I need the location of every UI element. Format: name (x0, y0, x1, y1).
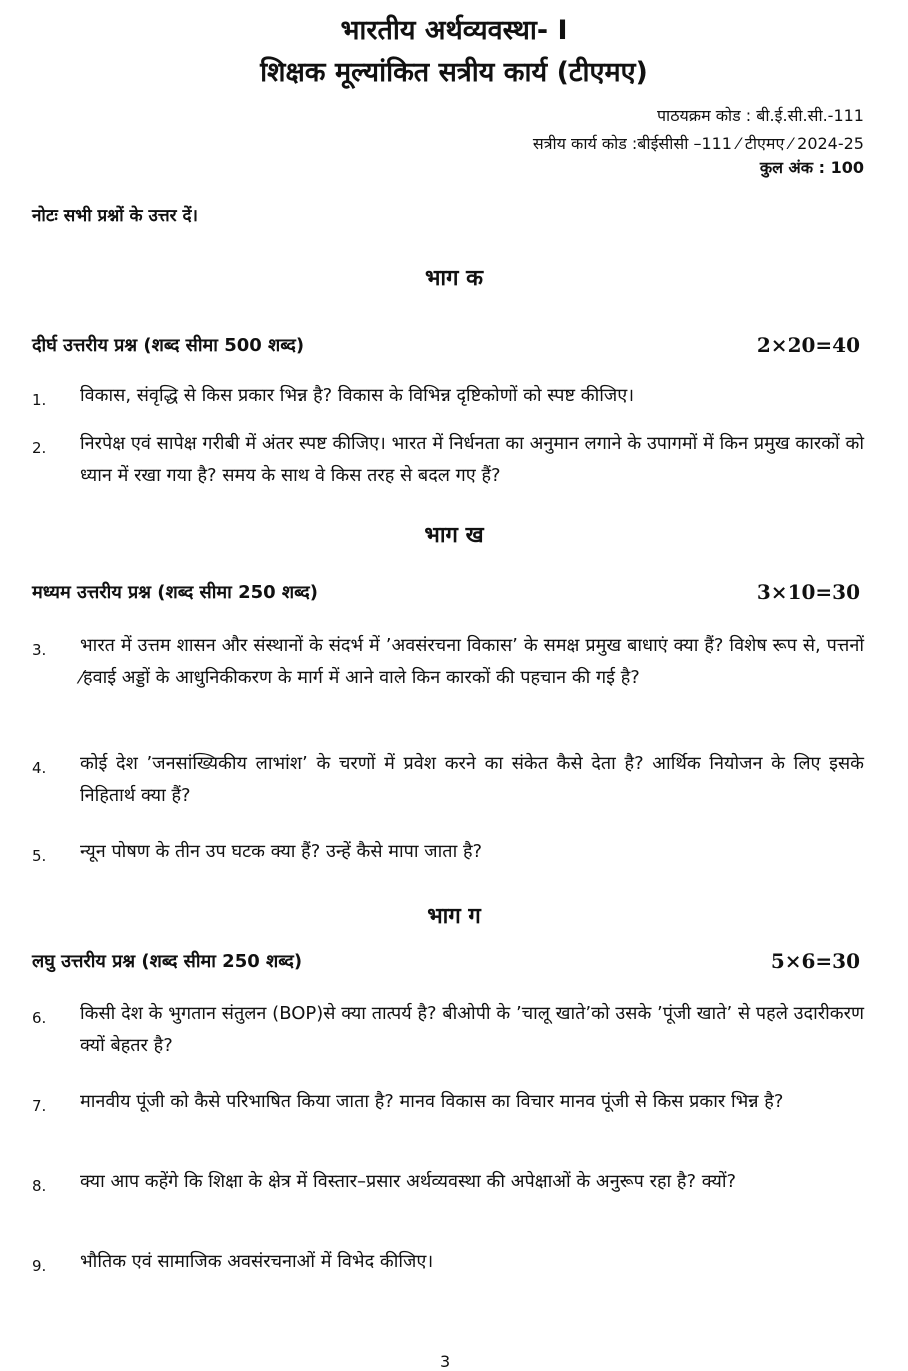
question-number: 6. (32, 1009, 47, 1027)
part-b-marks: 3×10=30 (756, 580, 860, 604)
question-7 (32, 1086, 864, 1118)
question-text: निरपेक्ष एवं सापेक्ष गरीबी में अंतर स्पष्ट कीजिए। भारत में निर्धनता का अनुमान लगाने के उपागमों में किन प्रमुख कारकों को ध्यान में रखा गया है? समय के साथ वे किस तरह से बदल गए हैं? (80, 433, 864, 486)
part-b-title: भाग ख (424, 523, 484, 548)
course-code: पाठयक्रम कोड : बी.ई.सी.सी.-111 (656, 106, 864, 125)
question-text: मानवीय पूंजी को कैसे परिभाषित किया जाता है? मानव विकास का विचार मानव पूंजी से किस प्रकार भिन्न है? (80, 1091, 784, 1112)
total-marks: कुल अंक : 100 (759, 158, 864, 177)
question-4 (32, 748, 864, 812)
document-title: भारतीय अर्थव्यवस्था- I (340, 15, 568, 46)
question-number: 9. (32, 1257, 47, 1275)
part-c-title: भाग ग (427, 904, 481, 929)
question-number: 8. (32, 1177, 47, 1195)
question-text: न्यून पोषण के तीन उप घटक क्या हैं? उन्हें कैसे मापा जाता है? (80, 841, 483, 862)
question-5 (32, 836, 864, 868)
question-1 (32, 380, 864, 412)
assignment-code: सत्रीय कार्य कोड :बीईसीसी –111 ⁄ टीएमए ⁄ 2024-25 (532, 134, 864, 153)
question-text: किसी देश के भुगतान संतुलन (BOP)से क्या तात्पर्य है? बीओपी के ’चालू खाते’को उसके ’पूंजी खाते’ से पहले उदारीकरण क्यों बेहतर है? (80, 1003, 864, 1056)
question-text: विकास, संवृद्धि से किस प्रकार भिन्न है? विकास के विभिन्न दृष्टिकोणों को स्पष्ट कीजिए। (80, 385, 635, 406)
question-text: कोई देश ’जनसांख्यिकीय लाभांश’ के चरणों में प्रवेश करने का संकेत कैसे देता है? आर्थिक नियोजन के लिए इसके निहितार्थ क्या हैं? (80, 753, 864, 806)
part-c-heading: लघु उत्तरीय प्रश्न (शब्द सीमा 250 शब्द) (32, 951, 303, 972)
page-number: 3 (440, 1352, 451, 1371)
question-number: 4. (32, 759, 47, 777)
question-8 (32, 1166, 864, 1198)
part-a-heading: दीर्घ उत्तरीय प्रश्न (शब्द सीमा 500 शब्द) (32, 335, 305, 356)
question-number: 1. (32, 391, 47, 409)
question-text: भारत में उत्तम शासन और संस्थानों के संदर्भ में ’अवसंरचना विकास’ के समक्ष प्रमुख बाधाएं क्या हैं? विशेष रूप से, पत्तनों ⁄हवाई अड्डों के आधुनिकीकरण के मार्ग में आने वाले किन कारकों की पहचान की गई है? (80, 635, 864, 688)
part-a-title: भाग क (424, 266, 484, 291)
question-number: 3. (32, 641, 47, 659)
document-subtitle: शिक्षक मूल्यांकित सत्रीय कार्य (टीएमए) (260, 57, 648, 88)
part-a-marks: 2×20=40 (756, 333, 860, 357)
question-9 (32, 1246, 864, 1278)
part-c-marks: 5×6=30 (770, 949, 860, 973)
question-text: भौतिक एवं सामाजिक अवसंरचनाओं में विभेद कीजिए। (80, 1251, 434, 1272)
question-number: 5. (32, 847, 47, 865)
question-number: 7. (32, 1097, 47, 1115)
question-2 (32, 428, 864, 492)
instruction-note: नोटः सभी प्रश्नों के उत्तर दें। (32, 206, 198, 226)
question-number: 2. (32, 439, 47, 457)
part-b-heading: मध्यम उत्तरीय प्रश्न (शब्द सीमा 250 शब्द) (32, 582, 318, 603)
question-6 (32, 998, 864, 1062)
question-3 (32, 630, 864, 694)
question-text: क्या आप कहेंगे कि शिक्षा के क्षेत्र में विस्तार–प्रसार अर्थव्यवस्था की अपेक्षाओं के अनुरूप रहा है? क्यों? (80, 1171, 737, 1192)
